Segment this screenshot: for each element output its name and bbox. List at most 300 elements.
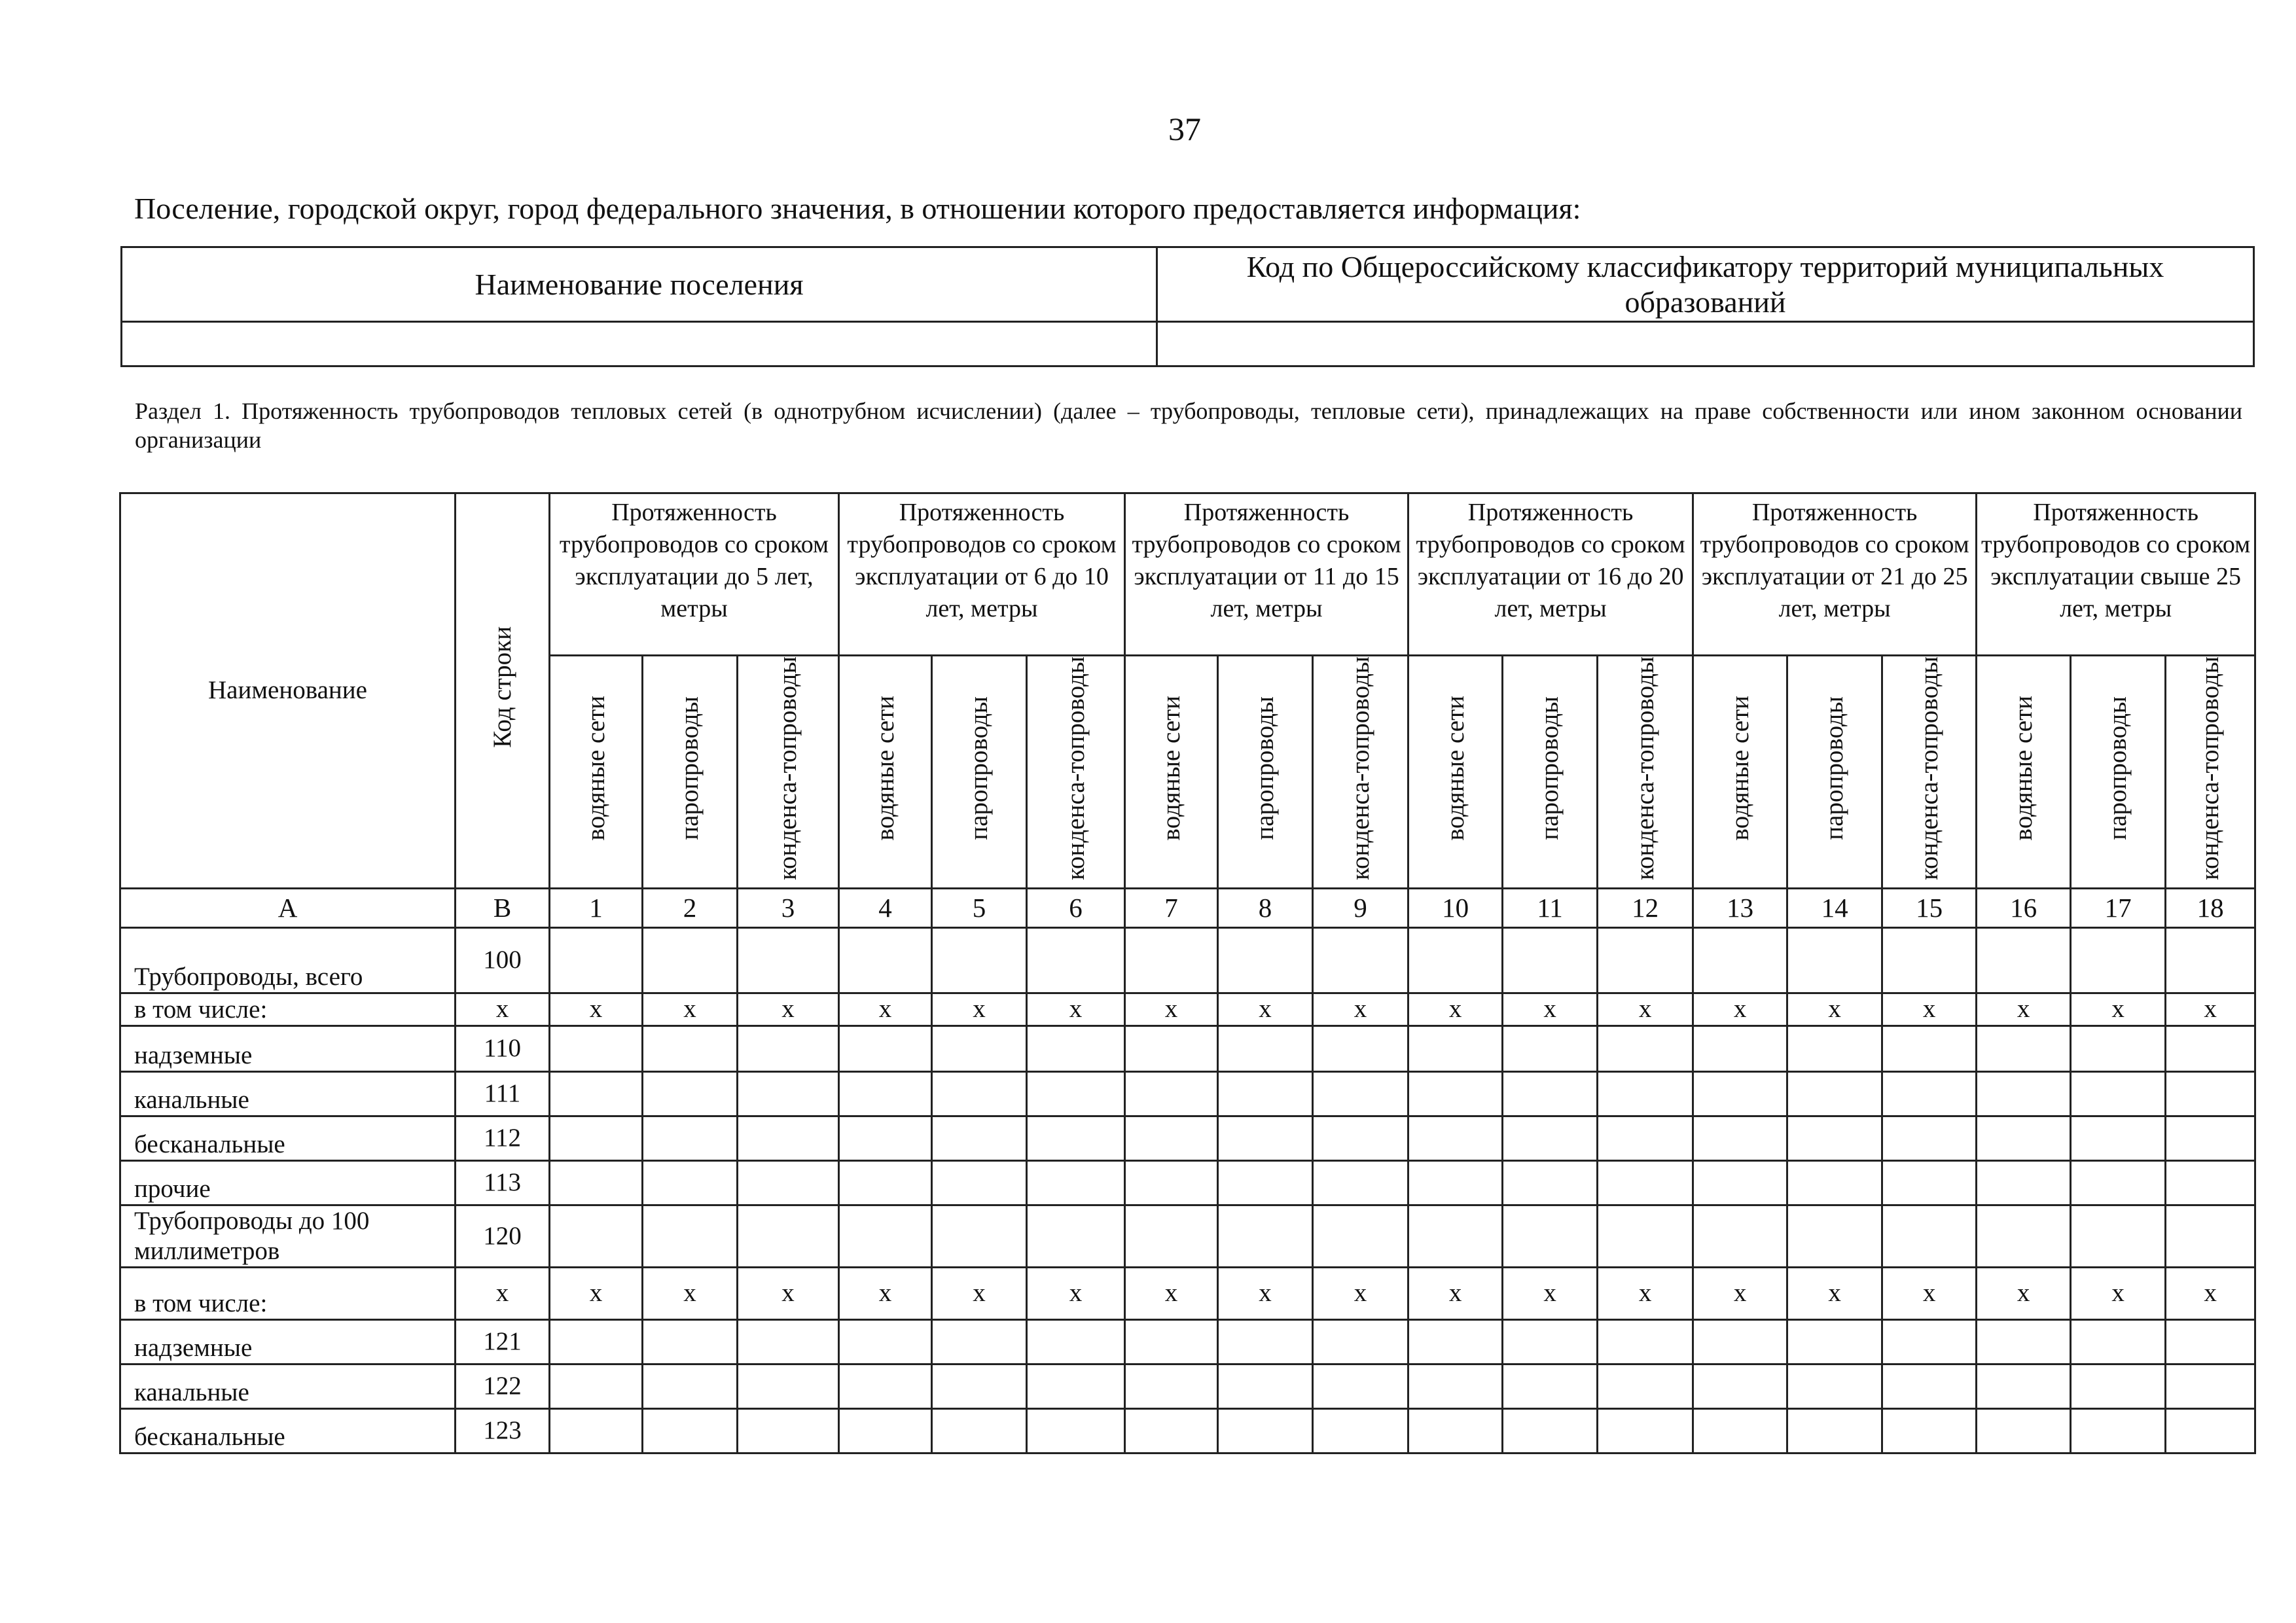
column-index: 8 <box>1218 888 1313 927</box>
data-cell[interactable] <box>1598 1071 1693 1116</box>
data-cell[interactable] <box>2071 927 2166 993</box>
data-cell[interactable] <box>643 1071 738 1116</box>
data-cell[interactable] <box>1787 1319 1882 1364</box>
column-index: 6 <box>1027 888 1125 927</box>
data-cell[interactable] <box>1787 927 1882 993</box>
data-cell[interactable] <box>1977 1026 2071 1071</box>
data-cell[interactable] <box>643 1364 738 1408</box>
data-cell[interactable] <box>1977 1319 2071 1364</box>
data-cell[interactable] <box>1598 1205 1693 1267</box>
data-cell[interactable] <box>1218 1205 1313 1267</box>
data-cell[interactable] <box>1218 1319 1313 1364</box>
data-cell[interactable] <box>932 1364 1027 1408</box>
data-cell[interactable] <box>1408 1205 1503 1267</box>
data-cell[interactable] <box>1027 1116 1125 1160</box>
data-cell[interactable] <box>1313 927 1408 993</box>
data-cell[interactable] <box>1313 1160 1408 1205</box>
table-row <box>120 1026 2255 1071</box>
data-cell[interactable] <box>1218 1026 1313 1071</box>
data-cell[interactable] <box>839 1319 932 1364</box>
row-code: 113 <box>456 1160 550 1205</box>
data-cell[interactable] <box>1125 1160 1218 1205</box>
column-index: 13 <box>1693 888 1787 927</box>
data-cell[interactable] <box>932 1319 1027 1364</box>
data-cell[interactable] <box>839 1408 932 1453</box>
water-networks-header <box>839 656 932 889</box>
condensate-pipes-header <box>738 656 839 889</box>
row-code: 111 <box>456 1071 550 1116</box>
data-cell[interactable] <box>550 1160 643 1205</box>
data-cell: х <box>932 993 1027 1026</box>
row-code: 122 <box>456 1364 550 1408</box>
table-row <box>120 1364 2255 1408</box>
table-row <box>120 1071 2255 1116</box>
data-cell[interactable] <box>1882 1116 1977 1160</box>
row-code: 121 <box>456 1319 550 1364</box>
column-index: 16 <box>1977 888 2071 927</box>
data-cell[interactable] <box>1503 1408 1598 1453</box>
data-cell[interactable] <box>1125 1071 1218 1116</box>
data-cell[interactable] <box>2071 1408 2166 1453</box>
table-row <box>120 1408 2255 1453</box>
data-cell[interactable] <box>1787 1364 1882 1408</box>
row-code: 120 <box>456 1205 550 1267</box>
data-cell[interactable] <box>2166 1160 2255 1205</box>
data-cell: х <box>1598 993 1693 1026</box>
oktmo-code-cell[interactable] <box>1157 322 2254 366</box>
condensate-pipes-header-label: конденса-топроводы <box>1061 656 1090 880</box>
data-cell: х <box>1408 1267 1503 1319</box>
data-cell[interactable] <box>643 1408 738 1453</box>
row-name: надземные <box>120 1319 456 1364</box>
column-index: 7 <box>1125 888 1218 927</box>
data-cell[interactable] <box>839 1116 932 1160</box>
data-cell[interactable] <box>550 927 643 993</box>
column-index: 18 <box>2166 888 2255 927</box>
data-cell[interactable] <box>1408 1160 1503 1205</box>
data-cell: х <box>839 993 932 1026</box>
data-cell[interactable] <box>839 1026 932 1071</box>
pipeline-length-table <box>119 492 2256 1454</box>
water-networks-header-label: водяные сети <box>870 696 899 841</box>
data-cell[interactable] <box>643 1116 738 1160</box>
data-cell[interactable] <box>1693 927 1787 993</box>
data-cell: х <box>1218 993 1313 1026</box>
data-cell[interactable] <box>2166 1026 2255 1071</box>
steam-pipes-header-label: паропроводы <box>675 696 704 840</box>
table-row <box>120 927 2255 993</box>
steam-pipes-header-label: паропроводы <box>1251 696 1280 840</box>
data-cell[interactable] <box>1503 1160 1598 1205</box>
data-cell[interactable] <box>1503 1364 1598 1408</box>
data-cell: х <box>738 993 839 1026</box>
data-cell[interactable] <box>1977 1116 2071 1160</box>
data-cell[interactable] <box>550 1408 643 1453</box>
data-cell[interactable] <box>643 1205 738 1267</box>
column-index: 1 <box>550 888 643 927</box>
data-cell[interactable] <box>1027 1364 1125 1408</box>
steam-pipes-header <box>932 656 1027 889</box>
data-cell[interactable] <box>1787 1071 1882 1116</box>
row-name: надземные <box>120 1026 456 1071</box>
water-networks-header <box>550 656 643 889</box>
group-header: Протяженность трубопроводов со сроком эксплуатации до 5 лет, метры <box>550 493 839 656</box>
data-cell[interactable] <box>1598 1160 1693 1205</box>
data-cell[interactable] <box>1882 1160 1977 1205</box>
data-cell[interactable] <box>1125 1205 1218 1267</box>
data-cell: х <box>1787 993 1882 1026</box>
data-cell[interactable] <box>1027 1026 1125 1071</box>
data-cell[interactable] <box>738 1408 839 1453</box>
data-cell[interactable] <box>1218 927 1313 993</box>
column-index: 10 <box>1408 888 1503 927</box>
oktmo-code-header: Код по Общероссийскому классификатору территорий муниципальных образований <box>1157 247 2254 322</box>
row-name: канальные <box>120 1364 456 1408</box>
condensate-pipes-header-label: конденса-топроводы <box>1630 656 1659 880</box>
data-cell[interactable] <box>1882 927 1977 993</box>
data-cell[interactable] <box>2166 1071 2255 1116</box>
data-cell[interactable] <box>932 1205 1027 1267</box>
data-cell[interactable] <box>1787 1205 1882 1267</box>
data-cell[interactable] <box>1977 927 2071 993</box>
data-cell[interactable] <box>1218 1116 1313 1160</box>
data-cell[interactable] <box>2071 1319 2166 1364</box>
data-cell[interactable] <box>1598 1319 1693 1364</box>
table-row <box>120 1116 2255 1160</box>
column-index: 3 <box>738 888 839 927</box>
data-cell: х <box>643 1267 738 1319</box>
data-cell[interactable] <box>1693 1071 1787 1116</box>
row-code: 123 <box>456 1408 550 1453</box>
data-cell[interactable] <box>550 1364 643 1408</box>
page-number: 37 <box>1168 111 1201 147</box>
steam-pipes-header-label: паропроводы <box>1535 696 1564 840</box>
column-index: 2 <box>643 888 738 927</box>
data-cell[interactable] <box>932 1408 1027 1453</box>
data-cell[interactable] <box>2166 1205 2255 1267</box>
data-cell[interactable] <box>1503 927 1598 993</box>
group-header: Протяженность трубопроводов со сроком эксплуатации от 16 до 20 лет, метры <box>1408 493 1693 656</box>
data-cell[interactable] <box>2166 1319 2255 1364</box>
data-cell[interactable] <box>2071 1116 2166 1160</box>
water-networks-header <box>1693 656 1787 889</box>
water-networks-header-label: водяные сети <box>1441 696 1469 841</box>
data-cell[interactable] <box>1125 1408 1218 1453</box>
data-cell[interactable] <box>1693 1116 1787 1160</box>
column-index: В <box>456 888 550 927</box>
column-index: 4 <box>839 888 932 927</box>
data-cell[interactable] <box>738 927 839 993</box>
data-cell[interactable] <box>550 1116 643 1160</box>
data-cell[interactable] <box>1977 1408 2071 1453</box>
data-cell: х <box>1977 1267 2071 1319</box>
data-cell[interactable] <box>1313 1026 1408 1071</box>
row-name: в том числе: <box>120 1267 456 1319</box>
data-cell[interactable] <box>1218 1071 1313 1116</box>
data-cell[interactable] <box>1313 1408 1408 1453</box>
data-cell: х <box>932 1267 1027 1319</box>
data-cell: х <box>2166 993 2255 1026</box>
data-cell[interactable] <box>1693 1364 1787 1408</box>
data-cell[interactable] <box>2166 927 2255 993</box>
data-cell[interactable] <box>643 1319 738 1364</box>
water-networks-header <box>1125 656 1218 889</box>
data-cell[interactable] <box>2071 1160 2166 1205</box>
condensate-pipes-header <box>1882 656 1977 889</box>
data-cell: х <box>1598 1267 1693 1319</box>
data-cell: х <box>2071 993 2166 1026</box>
data-cell[interactable] <box>932 1116 1027 1160</box>
row-name: Трубопроводы, всего <box>120 927 456 993</box>
data-cell[interactable] <box>550 1026 643 1071</box>
data-cell[interactable] <box>839 1205 932 1267</box>
condensate-pipes-header <box>1027 656 1125 889</box>
data-cell[interactable] <box>1882 1319 1977 1364</box>
data-cell: х <box>1787 1267 1882 1319</box>
data-cell: х <box>1503 1267 1598 1319</box>
data-cell[interactable] <box>839 927 932 993</box>
data-cell[interactable] <box>1408 1364 1503 1408</box>
data-cell[interactable] <box>1598 1408 1693 1453</box>
steam-pipes-header-label: паропроводы <box>965 696 994 840</box>
steam-pipes-header <box>1218 656 1313 889</box>
data-cell: х <box>1313 993 1408 1026</box>
steam-pipes-header <box>1503 656 1598 889</box>
condensate-pipes-header <box>1313 656 1408 889</box>
data-cell[interactable] <box>1027 1071 1125 1116</box>
intro-text: Поселение, городской округ, город федерального значения, в отношении которого предоставляется информация: <box>134 192 1581 225</box>
row-code: 100 <box>456 927 550 993</box>
row-code: 112 <box>456 1116 550 1160</box>
column-index: 11 <box>1503 888 1598 927</box>
data-cell[interactable] <box>1125 1364 1218 1408</box>
data-cell[interactable] <box>738 1071 839 1116</box>
group-header: Протяженность трубопроводов со сроком эксплуатации от 11 до 15 лет, метры <box>1125 493 1408 656</box>
group-header: Протяженность трубопроводов со сроком эксплуатации от 21 до 25 лет, метры <box>1693 493 1977 656</box>
data-cell[interactable] <box>1218 1160 1313 1205</box>
row-name: канальные <box>120 1071 456 1116</box>
data-cell[interactable] <box>839 1364 932 1408</box>
data-cell[interactable] <box>643 1160 738 1205</box>
row-name: в том числе: <box>120 993 456 1026</box>
data-cell[interactable] <box>1027 1319 1125 1364</box>
data-cell[interactable] <box>738 1160 839 1205</box>
data-cell[interactable] <box>1313 1364 1408 1408</box>
table-row <box>120 1160 2255 1205</box>
data-cell[interactable] <box>1218 1408 1313 1453</box>
steam-pipes-header-label: паропроводы <box>1820 696 1849 840</box>
condensate-pipes-header-label: конденса-топроводы <box>1914 656 1943 880</box>
data-cell[interactable] <box>738 1319 839 1364</box>
data-cell[interactable] <box>1977 1071 2071 1116</box>
data-cell[interactable] <box>2071 1205 2166 1267</box>
data-cell[interactable] <box>1503 1116 1598 1160</box>
data-cell[interactable] <box>1408 1071 1503 1116</box>
data-cell[interactable] <box>2166 1364 2255 1408</box>
column-index: 5 <box>932 888 1027 927</box>
data-cell[interactable] <box>839 1071 932 1116</box>
data-cell[interactable] <box>1027 927 1125 993</box>
data-cell: х <box>1693 1267 1787 1319</box>
row-name: бесканальные <box>120 1116 456 1160</box>
data-cell[interactable] <box>1977 1364 2071 1408</box>
data-cell: х <box>1882 993 1977 1026</box>
data-cell: х <box>1027 993 1125 1026</box>
data-cell[interactable] <box>1408 1116 1503 1160</box>
data-cell[interactable] <box>1598 927 1693 993</box>
data-cell[interactable] <box>1313 1116 1408 1160</box>
data-cell: х <box>1503 993 1598 1026</box>
data-cell[interactable] <box>2166 1116 2255 1160</box>
data-cell[interactable] <box>738 1026 839 1071</box>
data-cell[interactable] <box>1125 1116 1218 1160</box>
data-cell: х <box>1027 1267 1125 1319</box>
data-cell[interactable] <box>1408 1408 1503 1453</box>
group-header: Протяженность трубопроводов со сроком эксплуатации от 6 до 10 лет, метры <box>839 493 1125 656</box>
data-cell[interactable] <box>1693 1205 1787 1267</box>
data-cell[interactable] <box>1693 1160 1787 1205</box>
data-cell[interactable] <box>1125 1319 1218 1364</box>
column-index: 14 <box>1787 888 1882 927</box>
steam-pipes-header <box>643 656 738 889</box>
table-row <box>120 1205 2255 1267</box>
data-cell[interactable] <box>738 1364 839 1408</box>
condensate-pipes-header-label: конденса-топроводы <box>2196 656 2225 880</box>
steam-pipes-header <box>1787 656 1882 889</box>
data-cell[interactable] <box>1787 1116 1882 1160</box>
data-cell[interactable] <box>738 1205 839 1267</box>
data-cell[interactable] <box>1598 1026 1693 1071</box>
data-cell[interactable] <box>1503 1205 1598 1267</box>
data-cell: х <box>1693 993 1787 1026</box>
row-name: прочие <box>120 1160 456 1205</box>
data-cell[interactable] <box>932 927 1027 993</box>
code-header <box>456 493 550 889</box>
data-cell: х <box>839 1267 932 1319</box>
data-cell[interactable] <box>1882 1205 1977 1267</box>
steam-pipes-header <box>2071 656 2166 889</box>
data-cell: х <box>1218 1267 1313 1319</box>
data-cell[interactable] <box>1313 1319 1408 1364</box>
condensate-pipes-header <box>1598 656 1693 889</box>
data-cell[interactable] <box>1027 1408 1125 1453</box>
data-cell[interactable] <box>932 1071 1027 1116</box>
data-cell[interactable] <box>2071 1071 2166 1116</box>
group-header: Протяженность трубопроводов со сроком эксплуатации свыше 25 лет, метры <box>1977 493 2255 656</box>
settlement-name-cell[interactable] <box>122 322 1157 366</box>
data-cell[interactable] <box>1408 927 1503 993</box>
data-cell[interactable] <box>1693 1026 1787 1071</box>
row-code: х <box>456 1267 550 1319</box>
data-cell[interactable] <box>1027 1205 1125 1267</box>
data-cell: х <box>1408 993 1503 1026</box>
data-cell[interactable] <box>1313 1071 1408 1116</box>
data-cell: х <box>1977 993 2071 1026</box>
water-networks-header-label: водяные сети <box>2009 696 2037 841</box>
data-cell[interactable] <box>839 1160 932 1205</box>
water-networks-header <box>1408 656 1503 889</box>
data-cell[interactable] <box>1125 927 1218 993</box>
data-cell[interactable] <box>932 1026 1027 1071</box>
data-cell[interactable] <box>1693 1319 1787 1364</box>
water-networks-header-label: водяные сети <box>1725 696 1754 841</box>
data-cell[interactable] <box>1218 1364 1313 1408</box>
data-cell[interactable] <box>1882 1408 1977 1453</box>
data-cell[interactable] <box>550 1071 643 1116</box>
data-cell: х <box>1125 993 1218 1026</box>
data-cell[interactable] <box>1313 1205 1408 1267</box>
data-cell: х <box>643 993 738 1026</box>
section-title: Раздел 1. Протяженность трубопроводов тепловых сетей (в однотрубном исчислении) (далее – трубопроводы, тепловые сети), принадлежащих на праве собственности или ином законном основании организации <box>135 398 2242 453</box>
water-networks-header-label: водяные сети <box>581 696 610 841</box>
data-cell[interactable] <box>932 1160 1027 1205</box>
data-cell[interactable] <box>1598 1116 1693 1160</box>
row-code: 110 <box>456 1026 550 1071</box>
name-header: Наименование <box>120 493 456 889</box>
data-cell[interactable] <box>643 1026 738 1071</box>
data-cell[interactable] <box>1598 1364 1693 1408</box>
data-cell[interactable] <box>1787 1026 1882 1071</box>
data-cell[interactable] <box>1027 1160 1125 1205</box>
data-cell: х <box>738 1267 839 1319</box>
settlement-name-header: Наименование поселения <box>122 247 1157 322</box>
data-cell[interactable] <box>2071 1364 2166 1408</box>
column-index: 12 <box>1598 888 1693 927</box>
data-cell[interactable] <box>1977 1205 2071 1267</box>
data-cell: х <box>1882 1267 1977 1319</box>
table-row <box>120 993 2255 1026</box>
data-cell[interactable] <box>1503 1319 1598 1364</box>
data-cell: х <box>1125 1267 1218 1319</box>
settlement-table <box>120 246 2255 367</box>
data-cell[interactable] <box>1977 1160 2071 1205</box>
code-header-label: Код строки <box>488 626 516 748</box>
water-networks-header-label: водяные сети <box>1157 696 1185 841</box>
water-networks-header <box>1977 656 2071 889</box>
data-cell[interactable] <box>1882 1026 1977 1071</box>
data-cell[interactable] <box>738 1116 839 1160</box>
data-cell[interactable] <box>1408 1026 1503 1071</box>
data-cell[interactable] <box>550 1319 643 1364</box>
row-code: х <box>456 993 550 1026</box>
column-index: 9 <box>1313 888 1408 927</box>
data-cell[interactable] <box>2166 1408 2255 1453</box>
data-cell: х <box>550 993 643 1026</box>
steam-pipes-header-label: паропроводы <box>2104 696 2132 840</box>
column-index: 15 <box>1882 888 1977 927</box>
condensate-pipes-header <box>2166 656 2255 889</box>
data-cell[interactable] <box>1882 1071 1977 1116</box>
data-cell[interactable] <box>1787 1408 1882 1453</box>
row-name: бесканальные <box>120 1408 456 1453</box>
data-cell[interactable] <box>1408 1319 1503 1364</box>
table-row <box>120 1267 2255 1319</box>
data-cell[interactable] <box>1787 1160 1882 1205</box>
data-cell: х <box>2166 1267 2255 1319</box>
data-cell[interactable] <box>643 927 738 993</box>
data-cell[interactable] <box>1125 1026 1218 1071</box>
data-cell[interactable] <box>1693 1408 1787 1453</box>
row-name: Трубопроводы до 100 миллиметров <box>120 1205 456 1267</box>
data-cell[interactable] <box>1503 1071 1598 1116</box>
data-cell[interactable] <box>550 1205 643 1267</box>
data-cell: х <box>550 1267 643 1319</box>
data-cell[interactable] <box>2071 1026 2166 1071</box>
data-cell[interactable] <box>1503 1026 1598 1071</box>
data-cell[interactable] <box>1882 1364 1977 1408</box>
table-row <box>120 1319 2255 1364</box>
data-cell: х <box>1313 1267 1408 1319</box>
